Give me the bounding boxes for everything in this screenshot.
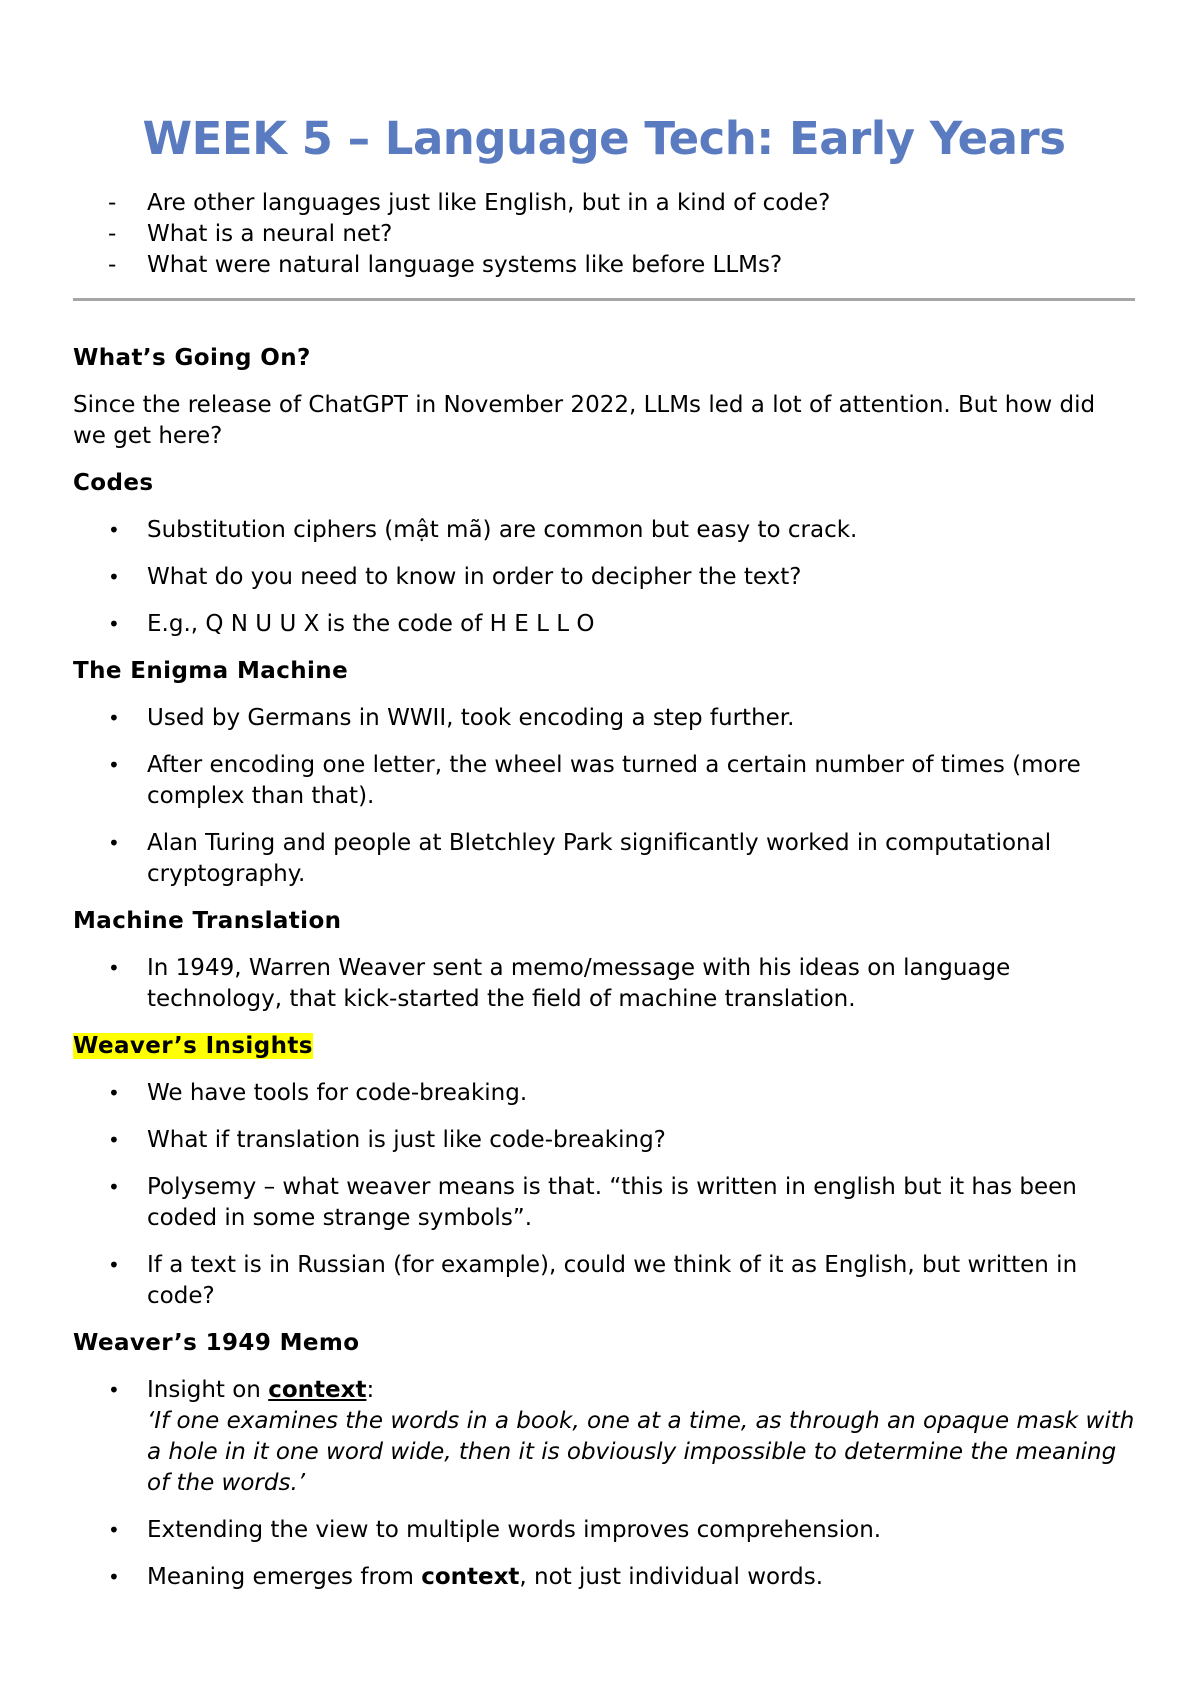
list-item-text: If a text is in Russian (for example), could we think of it as English, but written in code? [147, 1252, 1078, 1309]
list-item-text: E.g., Q N U U X is the code of H E L L O [147, 611, 595, 637]
bullet-marker: • [108, 753, 120, 777]
bullet-marker: • [108, 565, 120, 589]
list-item [73, 609, 1135, 640]
section-heading-weavers-insights [73, 1031, 1135, 1062]
keyword-context: context [268, 1377, 367, 1403]
intro-question [73, 219, 1135, 250]
text-suffix: , not just individual words. [519, 1564, 824, 1590]
page-title: WEEK 5 – Language Tech: Early Years [142, 112, 1066, 165]
dash-marker: - [108, 190, 117, 216]
intro-question-list [73, 188, 1135, 281]
list-item [73, 750, 1135, 812]
enigma-list [73, 703, 1135, 890]
list-item [73, 1078, 1135, 1109]
dash-marker: - [108, 252, 117, 278]
keyword-context: context [421, 1564, 520, 1590]
codes-list [73, 515, 1135, 640]
list-item [73, 1562, 1135, 1593]
bullet-marker: • [108, 706, 120, 730]
list-item [73, 1375, 1135, 1499]
text-suffix: : [366, 1377, 375, 1403]
section-paragraph: Since the release of ChatGPT in November 2022, LLMs led a lot of attention. But how did we get here? [73, 392, 1096, 449]
list-item [73, 515, 1135, 546]
machine-translation-list [73, 953, 1135, 1015]
list-item-text: After encoding one letter, the wheel was turned a certain number of times (more complex than that). [147, 752, 1081, 809]
section-heading-enigma: The Enigma Machine [73, 658, 349, 684]
dash-marker: - [108, 221, 117, 247]
section-heading-whats-going-on: What’s Going On? [73, 345, 311, 371]
list-item-text: Extending the view to multiple words improves comprehension. [147, 1517, 882, 1543]
list-item-text: We have tools for code-breaking. [147, 1080, 528, 1106]
section-heading-machine-translation: Machine Translation [73, 908, 342, 934]
list-item-text: What do you need to know in order to decipher the text? [147, 564, 802, 590]
bullet-marker: • [108, 1378, 120, 1402]
intro-question-text: Are other languages just like English, but in a kind of code? [147, 190, 831, 216]
list-item [73, 1515, 1135, 1546]
intro-question-text: What were natural language systems like before LLMs? [147, 252, 783, 278]
intro-question [73, 250, 1135, 281]
list-item [73, 953, 1135, 1015]
list-item [73, 1250, 1135, 1312]
bullet-marker: • [108, 1175, 120, 1199]
list-item-text: Substitution ciphers (mật mã) are common but easy to crack. [147, 517, 858, 543]
list-item [73, 828, 1135, 890]
intro-question-text: What is a neural net? [147, 221, 393, 247]
list-item-text: Polysemy – what weaver means is that. “this is written in english but it has been coded in some strange symbols”. [147, 1174, 1077, 1231]
list-item-text: Alan Turing and people at Bletchley Park significantly worked in computational cryptography. [147, 830, 1052, 887]
section-heading-weavers-memo: Weaver’s 1949 Memo [73, 1330, 360, 1356]
list-item-text [147, 1377, 1135, 1499]
bullet-marker: • [108, 1518, 120, 1542]
list-item [73, 562, 1135, 593]
weaver-quote: ‘If one examines the words in a book, one at a time, as through an opaque mask with a hole in it one word wide, then it is obviously impossible to determine the meaning of the words.’ [147, 1408, 1135, 1496]
bullet-marker: • [108, 612, 120, 636]
document-body [73, 343, 1135, 1609]
weavers-insights-list [73, 1078, 1135, 1312]
intro-question [73, 188, 1135, 219]
list-item-text: Used by Germans in WWII, took encoding a step further. [147, 705, 795, 731]
highlighted-heading-text: Weaver’s Insights [73, 1033, 313, 1059]
section-heading-codes: Codes [73, 470, 154, 496]
list-item [73, 1125, 1135, 1156]
horizontal-divider [73, 298, 1135, 301]
bullet-marker: • [108, 1565, 120, 1589]
bullet-marker: • [108, 1253, 120, 1277]
bullet-marker: • [108, 831, 120, 855]
text-prefix: Insight on [147, 1377, 269, 1403]
bullet-marker: • [108, 956, 120, 980]
bullet-marker: • [108, 1081, 120, 1105]
list-item [73, 1172, 1135, 1234]
weavers-memo-list [73, 1375, 1135, 1593]
list-item-text [147, 1564, 823, 1590]
list-item-text: In 1949, Warren Weaver sent a memo/message with his ideas on language technology, that kick-started the field of machine translation. [147, 955, 1011, 1012]
bullet-marker: • [108, 518, 120, 542]
list-item-text: What if translation is just like code-breaking? [147, 1127, 666, 1153]
text-prefix: Meaning emerges from [147, 1564, 422, 1590]
list-item [73, 703, 1135, 734]
bullet-marker: • [108, 1128, 120, 1152]
